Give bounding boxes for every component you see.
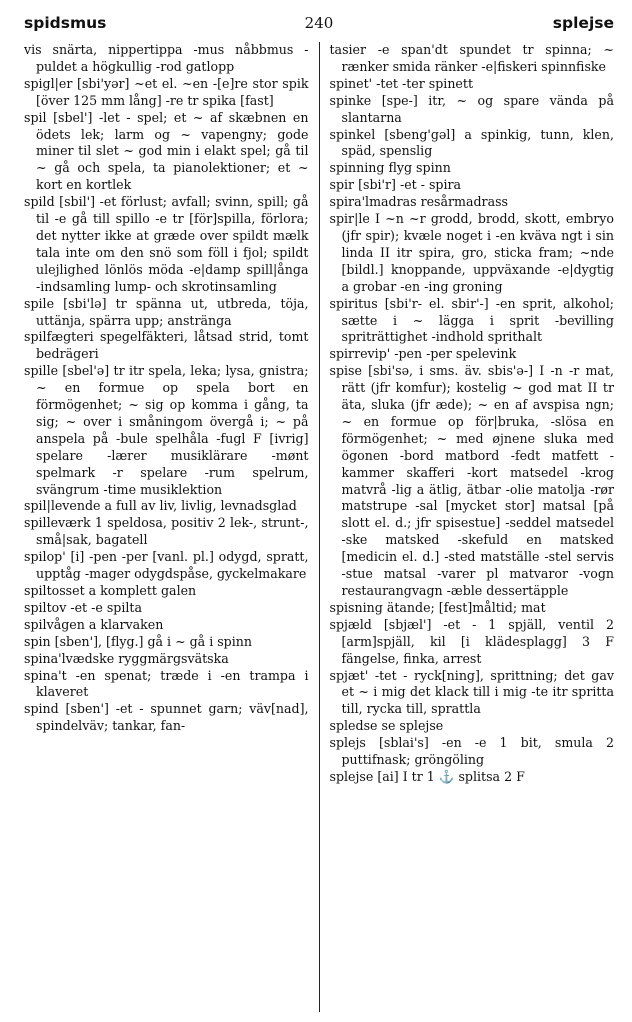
entry: spinke [spe-] itr, ~ og spare vända på slantarna	[329, 92, 614, 125]
entry: spind [sben'] -et - spunnet garn; väv[nad], spindelväv; tankar, fan-	[24, 701, 309, 734]
entry: spigl|er [sbi'yər] ~et el. ~en -[e]re stor spik [över 125 mm lång] -re tr spika [fast]	[24, 75, 309, 108]
page-number: 240	[304, 14, 334, 32]
entry: spilfægteri spegelfäkteri, låtsad strid, tomt bedrägeri	[24, 329, 309, 362]
entry: spise [sbi'sə, i sms. äv. sbis'ə-] I -n -r mat, rätt (jfr komfur); kostelig ~ god mat II tr äta, sluka (jfr æde); ~ en af avspisa ngn; ~ en formue op för|bruka, -slösa en förmögenhet; ~ med øjnene sluka med ögonen -bord matbord -fedt matfett -kammer skafferi -kort matsedel -krog matvrå -lig a ätlig, ätbar -olie matolja -rør matstrupe -sal [mycket stor] matsal [på slott el. d.; jfr spisestue] -seddel matsedel -ske matsked -skefuld en matsked [medicin el. d.] -sted matställe -stel servis -stue matsal -varer pl matvaror -vogn restaurangvagn -æble dessertäpple	[329, 363, 614, 598]
entry: spina'lvædske ryggmärgsvätska	[24, 650, 229, 666]
entry: spirrevip' -pen -per spelevink	[329, 346, 517, 362]
entry: spile [sbi'lə] tr spänna ut, utbreda, töja, uttänja, spärra upp; anstränga	[24, 295, 309, 328]
entry: spil|levende a full av liv, livlig, levnadsglad	[24, 498, 297, 514]
entry: spilop' [i] -pen -per [vanl. pl.] odygd, spratt, upptåg -mager odygdspåse, gyckelmakare	[24, 549, 309, 582]
right-column	[320, 42, 615, 1012]
entry: spiltov -et -e spilta	[24, 599, 142, 615]
entry: spil [sbel'] -let - spel; et ~ af skæbnen en ödets lek; larm og ~ vapengny; gode miner til slet ~ god min i elakt spel; gå til ~ gå och spela, ta pianolektioner; et ~ kort en kortlek	[24, 109, 309, 193]
entry: spild [sbil'] -et förlust; avfall; svinn, spill; gå til -e gå till spillo -e tr [för]spilla, förlora; det nytter ikke at græde over spildt mælk tala inte om den snö som föll i fjol; spildt ulejlighed lönlös möda -e|damp spill|ånga -indsamling lump- och skrotinsamling	[24, 194, 309, 294]
entry: splejs [sblai's] -en -e 1 bit, smula 2 puttifnask; gröngöling	[329, 735, 614, 768]
entry: spisning ätande; [fest]måltid; mat	[329, 599, 546, 615]
entry: spiltosset a komplett galen	[24, 583, 197, 598]
entry: spir|le I ~n ~r grodd, brodd, skott, embryo (jfr spir); kvæle noget i -en kväva ngt i sin linda II itr spira, gro, sticka fram; ~nde [bildl.] knoppande, uppväxande -e|dygtig a grobar -en -ing groning	[329, 211, 614, 294]
header-first-entry: spidsmus	[24, 14, 107, 32]
entry: spilvågen a klarvaken	[24, 616, 164, 632]
entry: spir [sbi'r] -et - spira	[329, 177, 462, 193]
entry: spira'lmadras resårmadrass	[329, 194, 509, 210]
entry: spledse se splejse	[329, 718, 444, 734]
entry: vis snärta, nippertippa -mus nåbbmus -puldet a högkullig -rod gatlopp	[24, 42, 309, 74]
entry: spin [sben'], [flyg.] gå i ~ gå i spinn	[24, 633, 252, 649]
entry: spinet' -tet -ter spinett	[329, 75, 474, 91]
entry: spina't -en spenat; træde i -en trampa i klaveret	[24, 667, 309, 700]
entry: spjæt' -tet - ryck[ning], sprittning; det gav et ~ i mig det klack till i mig -te itr spritta till, rycka till, sprattla	[329, 667, 614, 717]
columns	[24, 42, 614, 1012]
entry: tasier -e span'dt spundet tr spinna; ~ rænker smida ränker -e|fiskeri spinnfiske	[329, 42, 614, 74]
running-header	[24, 6, 614, 36]
entry: spilleværk 1 speldosa, positiv 2 lek-, strunt-, små|sak, bagatell	[24, 515, 309, 548]
left-column	[24, 42, 320, 1012]
entry: spinning flyg spinn	[329, 160, 451, 176]
entry: spjæld [sbjæl'] -et - 1 spjäll, ventil 2 [arm]spjäll, kil [i klädesplagg] 3 F fängelse, finka, arrest	[329, 616, 614, 666]
entry: spinkel [sbeng'gəl] a spinkig, tunn, klen, späd, spenslig	[329, 126, 614, 159]
entry: spille [sbel'ə] tr itr spela, leka; lysa, gnistra; ~ en formue op spela bort en förmögenhet; ~ sig op komma i gång, ta sig; ~ over i småningom övergå i; ~ på anspela på -bule spelhåla -fugl F [ivrig] spelare -lærer musiklärare -mønt spelmark -r spelare -rum spelrum, svängrum -time musiklektion	[24, 363, 309, 497]
entry: spiritus [sbi'r- el. sbir'-] -en sprit, alkohol; sætte i ~ lägga i sprit -bevilling spriträttighet -indhold sprithalt	[329, 295, 614, 345]
entry: splejse [ai] I tr 1 ⚓ splitsa 2 F	[329, 768, 525, 784]
header-last-entry: splejse	[552, 14, 614, 32]
